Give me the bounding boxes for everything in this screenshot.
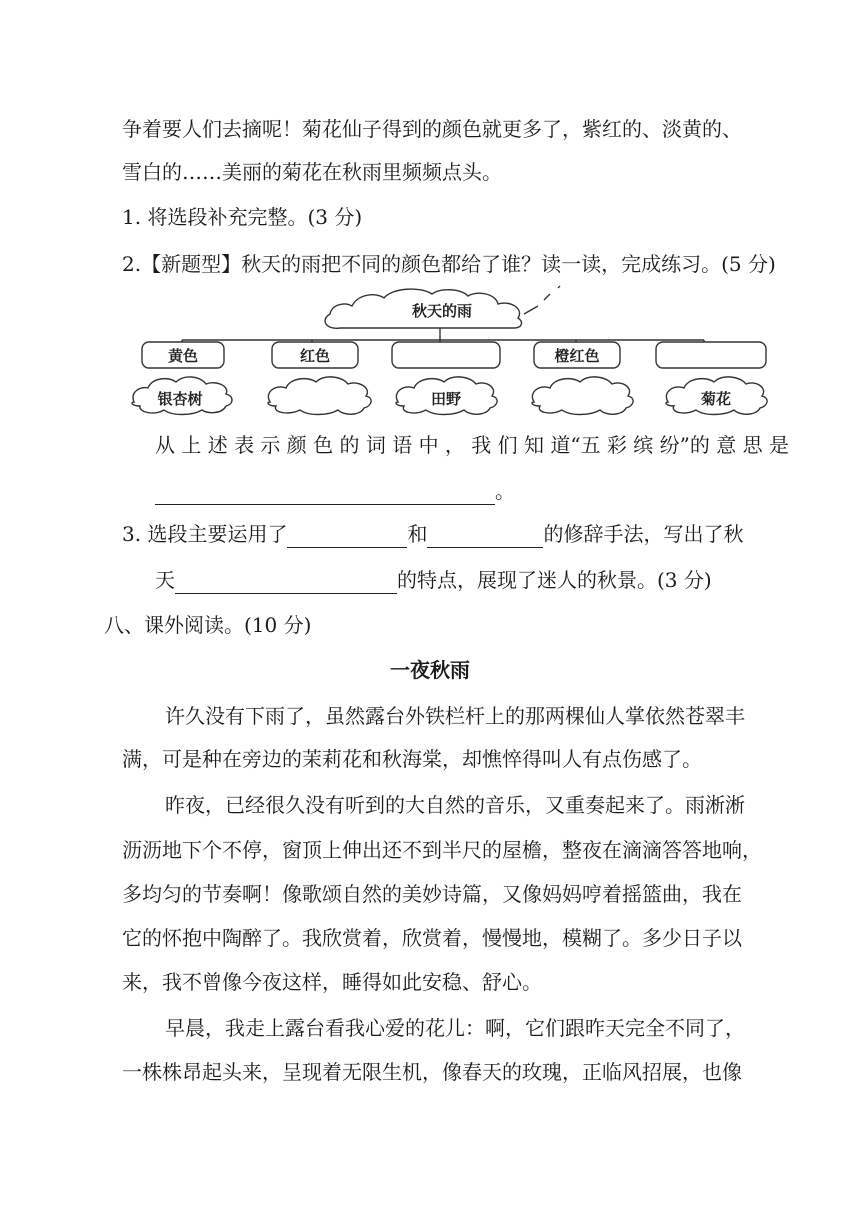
- question-3: [122, 520, 743, 548]
- paragraph-line: 昨夜，已经很久没有听到的大自然的音乐，又重奏起来了。雨淅淅: [165, 793, 745, 817]
- diagram-root-label: 秋天的雨: [411, 302, 473, 320]
- q3-text: 的特点，展现了迷人的秋景。(3 分): [397, 568, 712, 592]
- object-cloud: [396, 377, 497, 415]
- answer-blank[interactable]: [155, 482, 495, 505]
- paragraph-line: 沥沥地下个不停，窗顶上伸出还不到半尺的屋檐，整夜在滴滴答答地响，: [122, 838, 762, 862]
- passage-line: 雪白的……美丽的菊花在秋雨里频频点头。: [122, 160, 502, 184]
- question-2-answer-line: [155, 477, 515, 505]
- paragraph-line: 一株株昂起头来，呈现着无限生机，像春天的玫瑰，正临风招展，也像: [122, 1060, 742, 1084]
- question-2: 2.【新题型】秋天的雨把不同的颜色都给了谁？读一读，完成练习。(5 分): [122, 252, 776, 276]
- color-label: 红色: [299, 347, 331, 365]
- reading-title: 一夜秋雨: [390, 658, 470, 682]
- q3-text: 天: [155, 568, 175, 592]
- object-label: 银杏树: [157, 390, 203, 408]
- object-label: 菊花: [700, 390, 732, 408]
- color-box-blank[interactable]: [656, 342, 766, 368]
- object-cloud[interactable]: [532, 377, 633, 415]
- color-label: 黄色: [167, 347, 199, 365]
- q3-text: 3. 选段主要运用了: [122, 522, 288, 546]
- question-3-line2: [155, 566, 712, 594]
- passage-line: 争着要人们去摘呢！菊花仙子得到的颜色就更多了，紫红的、淡黄的、: [122, 117, 742, 141]
- object-cloud: [666, 377, 767, 415]
- question-1: 1. 将选段补充完整。(3 分): [122, 205, 363, 229]
- q3-text: 和: [407, 522, 428, 546]
- paragraph-line: 许久没有下雨了，虽然露台外铁栏杆上的那两棵仙人掌依然苍翠丰: [165, 704, 745, 728]
- question-2-followup: 从 上 述 表 示 颜 色 的 词 语 中 ， 我 们 知 道“五 彩 缤 纷”的 意 思 是: [155, 433, 789, 457]
- paragraph-line: 多均匀的节奏啊！像歌颂自然的美妙诗篇，又像妈妈哼着摇篮曲，我在: [122, 882, 742, 906]
- answer-blank[interactable]: [175, 571, 397, 594]
- answer-blank[interactable]: [427, 525, 543, 548]
- section-heading: 八、课外阅读。(10 分): [104, 613, 312, 637]
- paragraph-line: 它的怀抱中陶醉了。我欣赏着，欣赏着，慢慢地，模糊了。多少日子以: [122, 926, 742, 950]
- color-box-blank[interactable]: [392, 342, 500, 368]
- q3-text: 的修辞手法，写出了秋: [543, 522, 744, 546]
- object-cloud: [132, 377, 232, 415]
- paragraph-line: 早晨，我走上露台看我心爱的花儿：啊，它们跟昨天完全不同了，: [165, 1016, 745, 1040]
- answer-blank[interactable]: [287, 525, 407, 548]
- color-label: 橙红色: [554, 347, 600, 365]
- color-diagram: [120, 284, 780, 424]
- period: 。: [495, 479, 515, 503]
- object-label: 田野: [430, 390, 462, 408]
- paragraph-line: 来，我不曾像今夜这样，睡得如此安稳、舒心。: [122, 970, 542, 994]
- paragraph-line: 满，可是种在旁边的茉莉花和秋海棠，却憔悴得叫人有点伤感了。: [122, 747, 702, 771]
- object-cloud[interactable]: [268, 377, 371, 415]
